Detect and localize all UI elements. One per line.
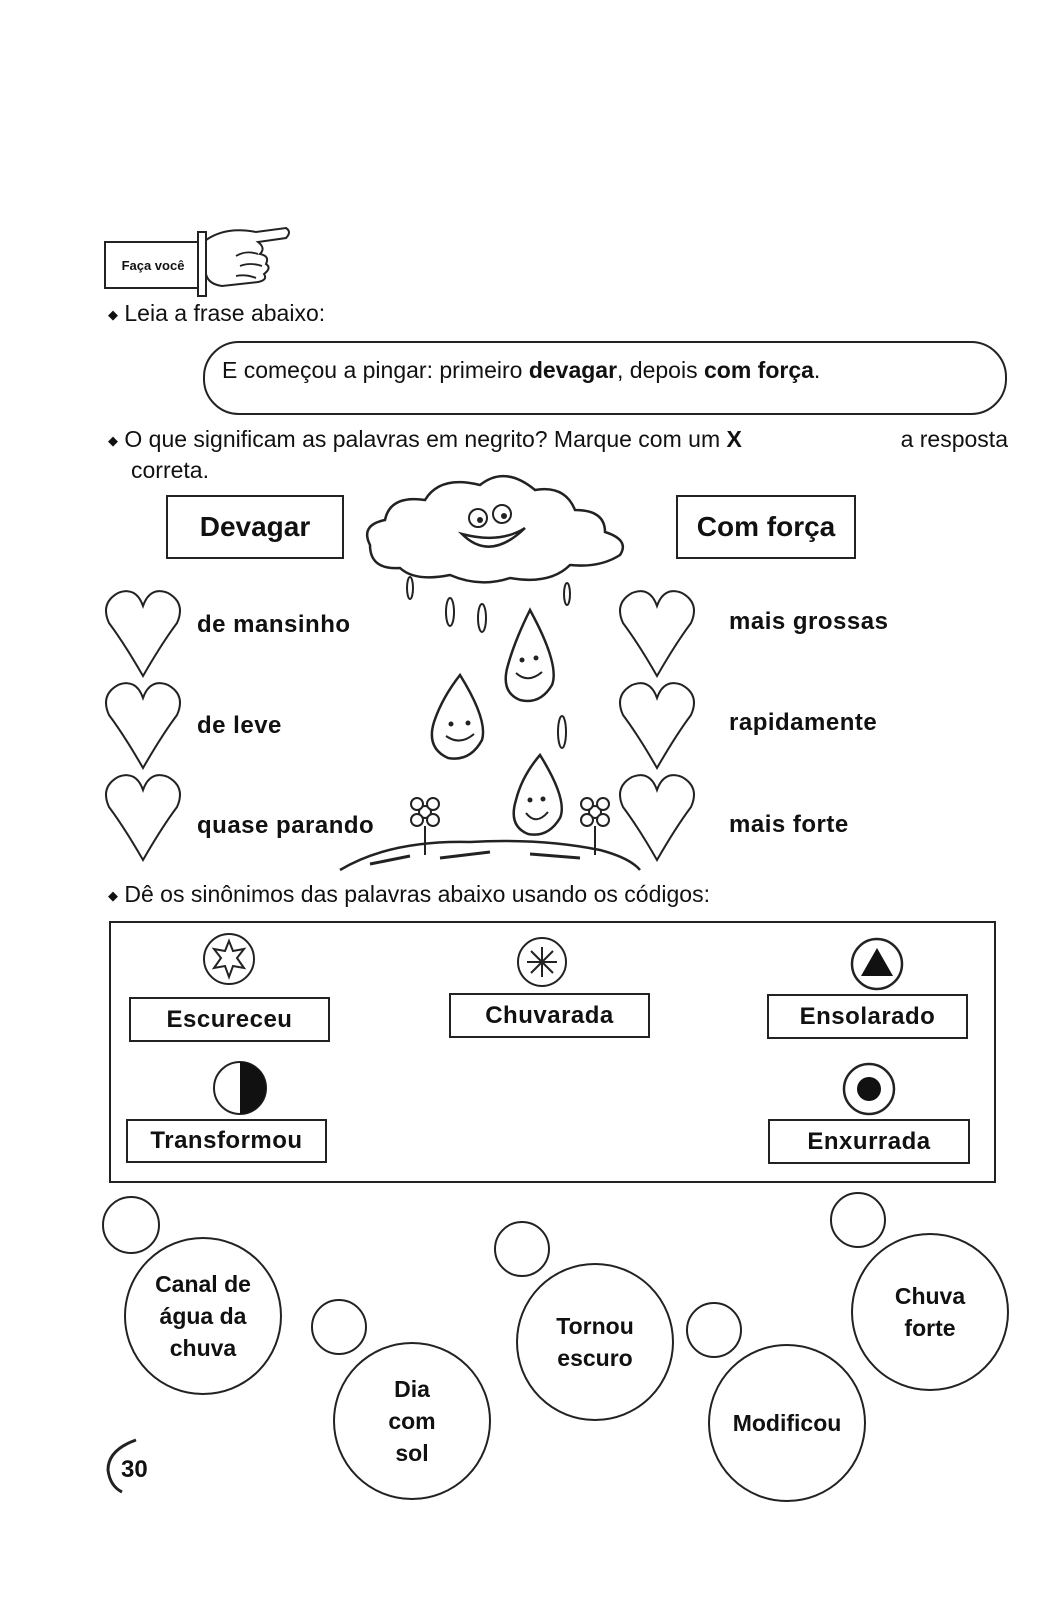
faca-voce-badge — [104, 241, 202, 289]
bubble-line: escuro — [557, 1345, 633, 1371]
sentence-bold-com-forca: com força — [703, 357, 814, 383]
sentence — [222, 357, 820, 384]
answer-circle[interactable] — [102, 1196, 160, 1254]
bubble-line: Modificou — [732, 1410, 842, 1436]
instruction-meaning-end: a resposta — [900, 426, 1008, 452]
code-transformou — [126, 1119, 327, 1163]
heart-checkbox-icon[interactable] — [618, 772, 696, 862]
code-escureceu — [129, 997, 330, 1042]
instruction-read — [108, 300, 325, 327]
answer-circle[interactable] — [830, 1192, 886, 1248]
badge-label: Faça você — [121, 257, 185, 273]
rain-cloud-illustration — [330, 470, 650, 890]
option-rapidamente: rapidamente — [729, 709, 878, 736]
title-com-forca — [676, 495, 856, 559]
bubble-dia-com-sol — [333, 1342, 491, 1500]
code-ensolarado-label: Ensolarado — [799, 1002, 936, 1030]
heart-checkbox-icon[interactable] — [618, 588, 696, 678]
answer-circle[interactable] — [311, 1299, 367, 1355]
code-enxurrada — [768, 1119, 970, 1164]
bubble-line: sol — [395, 1440, 429, 1466]
instruction-meaning-text: O que significam as palavras em negrito? Marque com um — [124, 426, 721, 452]
bubble-chuva-forte — [851, 1233, 1009, 1391]
bubble-tornou-escuro — [516, 1263, 674, 1421]
bubble-line: com — [388, 1408, 436, 1434]
half-filled-circle-icon — [211, 1059, 269, 1117]
answer-circle[interactable] — [494, 1221, 550, 1277]
option-mais-grossas: mais grossas — [729, 608, 889, 635]
bullet-icon: ◆ — [108, 306, 118, 322]
instruction-synonyms-text: Dê os sinônimos das palavras abaixo usando os códigos: — [124, 881, 710, 907]
bubble-line: chuva — [169, 1335, 237, 1361]
instruction-synonyms — [108, 881, 710, 908]
instruction-meaning — [108, 426, 1008, 453]
smiling-cloud-icon — [367, 476, 623, 582]
heart-checkbox-icon[interactable] — [618, 680, 696, 770]
code-enxurrada-label: Enxurrada — [807, 1127, 931, 1155]
heart-checkbox-icon[interactable] — [104, 588, 182, 678]
sentence-part1: E começou a pingar: primeiro — [222, 357, 529, 383]
asterisk-in-circle-icon — [515, 935, 569, 989]
pointing-hand-icon — [196, 222, 296, 300]
code-transformou-label: Transformou — [150, 1127, 303, 1154]
bubble-modificou — [708, 1344, 866, 1502]
title-devagar — [166, 495, 344, 559]
option-mais-forte: mais forte — [729, 811, 849, 838]
heart-checkbox-icon[interactable] — [104, 680, 182, 770]
heart-checkbox-icon[interactable] — [104, 772, 182, 862]
option-de-leve: de leve — [197, 712, 282, 739]
bubble-line: Dia — [394, 1376, 430, 1402]
bubble-line: Chuva — [894, 1283, 966, 1309]
answer-circle[interactable] — [686, 1302, 742, 1358]
bubble-line: Canal de — [155, 1271, 251, 1297]
dot-in-circle-icon — [841, 1061, 897, 1117]
bubble-canal-de-agua — [124, 1237, 282, 1395]
code-escureceu-label: Escureceu — [166, 1005, 293, 1033]
code-ensolarado — [767, 994, 968, 1039]
bullet-icon: ◆ — [108, 887, 118, 903]
triangle-in-circle-icon — [849, 936, 905, 992]
option-de-mansinho: de mansinho — [197, 611, 351, 638]
instruction-read-text: Leia a frase abaixo: — [124, 300, 326, 326]
bubble-line: Tornou — [556, 1313, 634, 1339]
code-chuvarada — [449, 993, 650, 1038]
bubble-line: forte — [904, 1315, 956, 1341]
instruction-meaning-line2: correta. — [131, 457, 209, 483]
sentence-bold-devagar: devagar — [528, 357, 618, 383]
code-chuvarada-label: Chuvarada — [485, 1001, 614, 1029]
sentence-part2: , depois — [617, 357, 704, 383]
page-number: 30 — [121, 1456, 148, 1483]
title-devagar-label: Devagar — [199, 511, 311, 542]
instruction-x: X — [726, 426, 742, 452]
sentence-part3: . — [813, 357, 821, 383]
bubble-line: água da — [159, 1303, 247, 1329]
star-in-circle-icon — [201, 931, 257, 987]
bullet-icon: ◆ — [108, 432, 118, 448]
title-com-forca-label: Com força — [696, 511, 836, 542]
option-quase-parando: quase parando — [197, 812, 375, 839]
